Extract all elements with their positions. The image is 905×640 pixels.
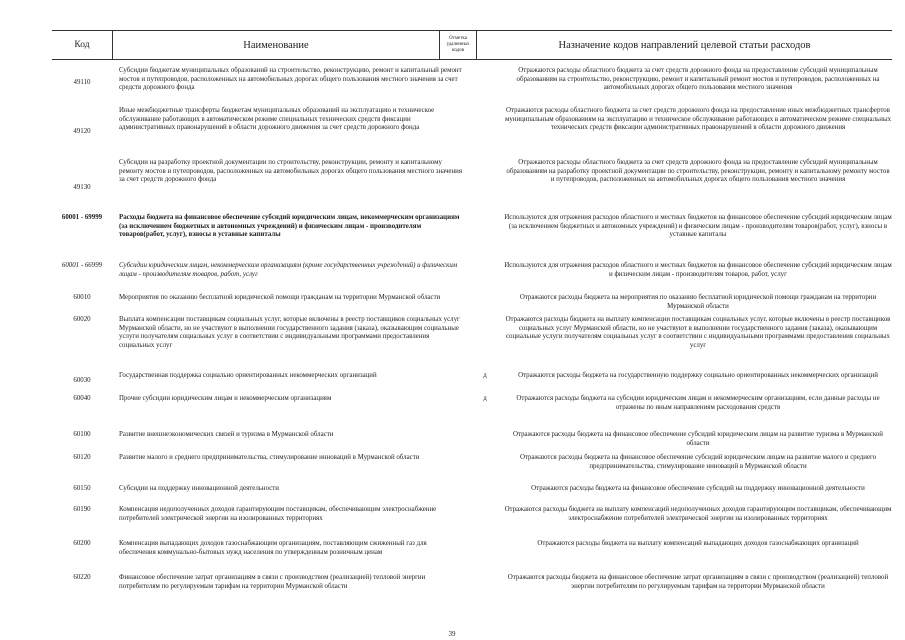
row-description: Отражаются расходы бюджета на финансовое обеспечение субсидий на поддержку инновационной деятельности <box>531 485 865 492</box>
row-name: Выплата компенсации поставщикам социальных услуг, которые включены в реестр поставщиков социальных услуг Мурманской области, но не участвуют в выполнении государственного задания (заказа), оказывающим социальные услуги получателям социальных услуг в соответствии с индивидуальными программами предоставления социальных услуг <box>119 316 460 349</box>
row-code: 60040 <box>73 395 91 402</box>
row-name: Субсидии юридическим лицам, некоммерческим организациям (кроме государственных учреждений) и физическим лицам - производителям товаров, работ, услуг <box>119 262 458 278</box>
row-code: 60220 <box>73 574 91 581</box>
row-name: Субсидии на поддержку инновационной деятельности <box>119 485 279 492</box>
row-code: 60120 <box>73 454 91 461</box>
row-description: Отражаются расходы бюджета на финансовое обеспечение субсидий юридическим лицам на развитие малого и среднего предпринимательства, стимулирование инноваций в Мурманской области <box>519 454 877 470</box>
row-mark: д <box>483 372 487 379</box>
row-description: Отражаются расходы бюджета на выплату компенсаций недополученных доходов гарантирующим поставщикам, обеспечивающим электроснабжение потребителей электрической энергии на изолированных территориях <box>504 506 892 522</box>
row-name: Компенсация выпадающих доходов газоснабжающим организациям, поставляющим сжиженный газ для обеспечения коммунально-бытовых нужд населения по утвержденным розничным ценам <box>119 540 427 556</box>
row-description: Отражаются расходы бюджета на финансовое обеспечение затрат организациям в связи с производством (реализацией) тепловой энергии потребителям по регулируемым тарифам на территории Мурманской области <box>507 574 889 590</box>
header-code: Код <box>52 31 113 60</box>
row-description: Отражаются расходы бюджета на мероприятия по оказанию бесплатной юридической помощи гражданам на территории Мурманской области <box>519 294 877 310</box>
row-name: Иные межбюджетные трансферты бюджетам муниципальных образований на эксплуатацию и техническое обслуживание работающих в автоматическом режиме специальных технических средств фиксации административных правонарушений в области дорожного движения за счет средств дорожного фонда <box>119 107 435 132</box>
row-name: Субсидии бюджетам муниципальных образований на строительство, реконструкцию, ремонт и капитальный ремонт мостов и путепроводов, расположенных на автомобильных дорогах общего пользования местного значения за счет средств дорожного фонда <box>119 67 462 92</box>
row-description: Отражаются расходы бюджета на финансовое обеспечение субсидий юридическим лицам на развитие туризма в Мурманской области <box>513 431 883 447</box>
row-description: Отражаются расходы бюджета на государственную поддержку социально ориентированных некоммерческих организаций <box>518 372 878 379</box>
row-code: 60200 <box>73 540 91 547</box>
header-destination: Назначение кодов направлений целевой статьи расходов <box>477 31 893 60</box>
row-description: Отражаются расходы областного бюджета за счет средств дорожного фонда на предоставление субсидий муниципальным образованиям на разработку проектной документации по строительству, реконструкции, ремонту и капитальному ремонту мостов и путепроводов, расположенных на автомобильных дорогах общего пользования местного значения <box>506 159 890 184</box>
row-code: 60010 <box>73 294 91 301</box>
row-name: Финансовое обеспечение затрат организациям в связи с производством (реализацией) тепловой энергии потребителям по регулируемым тарифам на территории Мурманской области <box>119 574 426 590</box>
row-name: Расходы бюджета на финансовое обеспечение субсидий юридическим лицам, некоммерческим организациям (за исключением бюджетных и автономных учреждений) и физическим лицам - производителям товаров(работ, услуг), взносы в уставные капиталы <box>119 214 460 239</box>
row-name: Развитие внешнеэкономических связей и туризма в Мурманской области <box>119 431 334 438</box>
row-code: 60001 - 69999 <box>61 214 103 221</box>
row-code: 60100 <box>73 431 91 438</box>
row-description: Отражаются расходы бюджета на выплату компенсаций выпадающих доходов газоснабжающих организаций <box>537 540 859 547</box>
row-name: Прочие субсидии юридическим лицам и некоммерческим организациям <box>119 395 332 402</box>
row-code: 49130 <box>73 184 91 191</box>
row-code: 60030 <box>73 377 91 384</box>
row-code: 49110 <box>73 79 91 86</box>
row-code: 60190 <box>73 506 91 513</box>
row-code: 49120 <box>73 128 91 135</box>
row-description: Отражаются расходы областного бюджета за счет средств дорожного фонда на предоставление субсидий муниципальным образованиям на строительство, реконструкцию, ремонт и капитальный ремонт мостов и путепроводов, расположенных на автомобильных дорогах общего пользования местного значения <box>516 67 880 92</box>
row-name: Мероприятия по оказанию бесплатной юридической помощи гражданам на территории Мурманской области <box>119 294 441 301</box>
header-mark: Отметка удаленных кодов <box>440 31 477 60</box>
row-description: Используются для отражения расходов областного и местных бюджетов на финансовое обеспечение субсидий юридическим лицам (за исключением бюджетных и автономных учреждений) и физическим лицам - производителям товаров(работ, услуг), взносы в уставные капиталы <box>504 214 892 239</box>
row-name: Государственная поддержка социально ориентированных некоммерческих организаций <box>119 372 377 379</box>
row-description: Используются для отражения расходов областного и местных бюджетов на финансовое обеспечение субсидий юридическим лицам и физическим лицам - производителям товаров, работ, услуг <box>504 262 892 278</box>
row-mark: д <box>483 395 487 402</box>
row-code: 60020 <box>73 316 91 323</box>
row-description: Отражаются расходы бюджета на выплату компенсации поставщикам социальных услуг, которые включены в реестр поставщиков социальных услуг Мурманской области, но не участвуют в выполнении государственного задания (заказа), оказывающим социальные услуги получателям социальных услуг в соответствии с индивидуальными программами предоставления социальных услуг <box>505 316 891 349</box>
row-description: Отражаются расходы бюджета на субсидии юридическим лицам и некоммерческим организациям, если данные расходы не отражены по иным направлениям расходования средств <box>516 395 880 411</box>
row-code: 60150 <box>73 485 91 492</box>
row-description: Отражаются расходы областного бюджета за счет средств дорожного фонда на предоставление иных межбюджетных трансфертов муниципальным образованиям на эксплуатацию и техническое обслуживание работающих в автоматическом режиме специальных технических средств фиксации административных правонарушений в области дорожного движения <box>504 107 892 132</box>
header-name: Наименование <box>113 31 440 60</box>
row-name: Развитие малого и среднего предпринимательства, стимулирование инноваций в Мурманской области <box>119 454 420 461</box>
page-number: 39 <box>448 630 456 638</box>
table-header <box>52 30 892 60</box>
row-name: Субсидии на разработку проектной документации по строительству, реконструкции, ремонту и капитальному ремонту мостов и путепроводов, расположенных на автомобильных дорогах общего пользования местного значения за счет средств дорожного фонда <box>119 159 463 184</box>
row-name: Компенсация недополученных доходов гарантирующим поставщикам, обеспечивающим электроснабжение потребителей электрической энергии на изолированных территориях <box>119 506 437 522</box>
row-code: 60001 - 66999 <box>61 262 103 269</box>
